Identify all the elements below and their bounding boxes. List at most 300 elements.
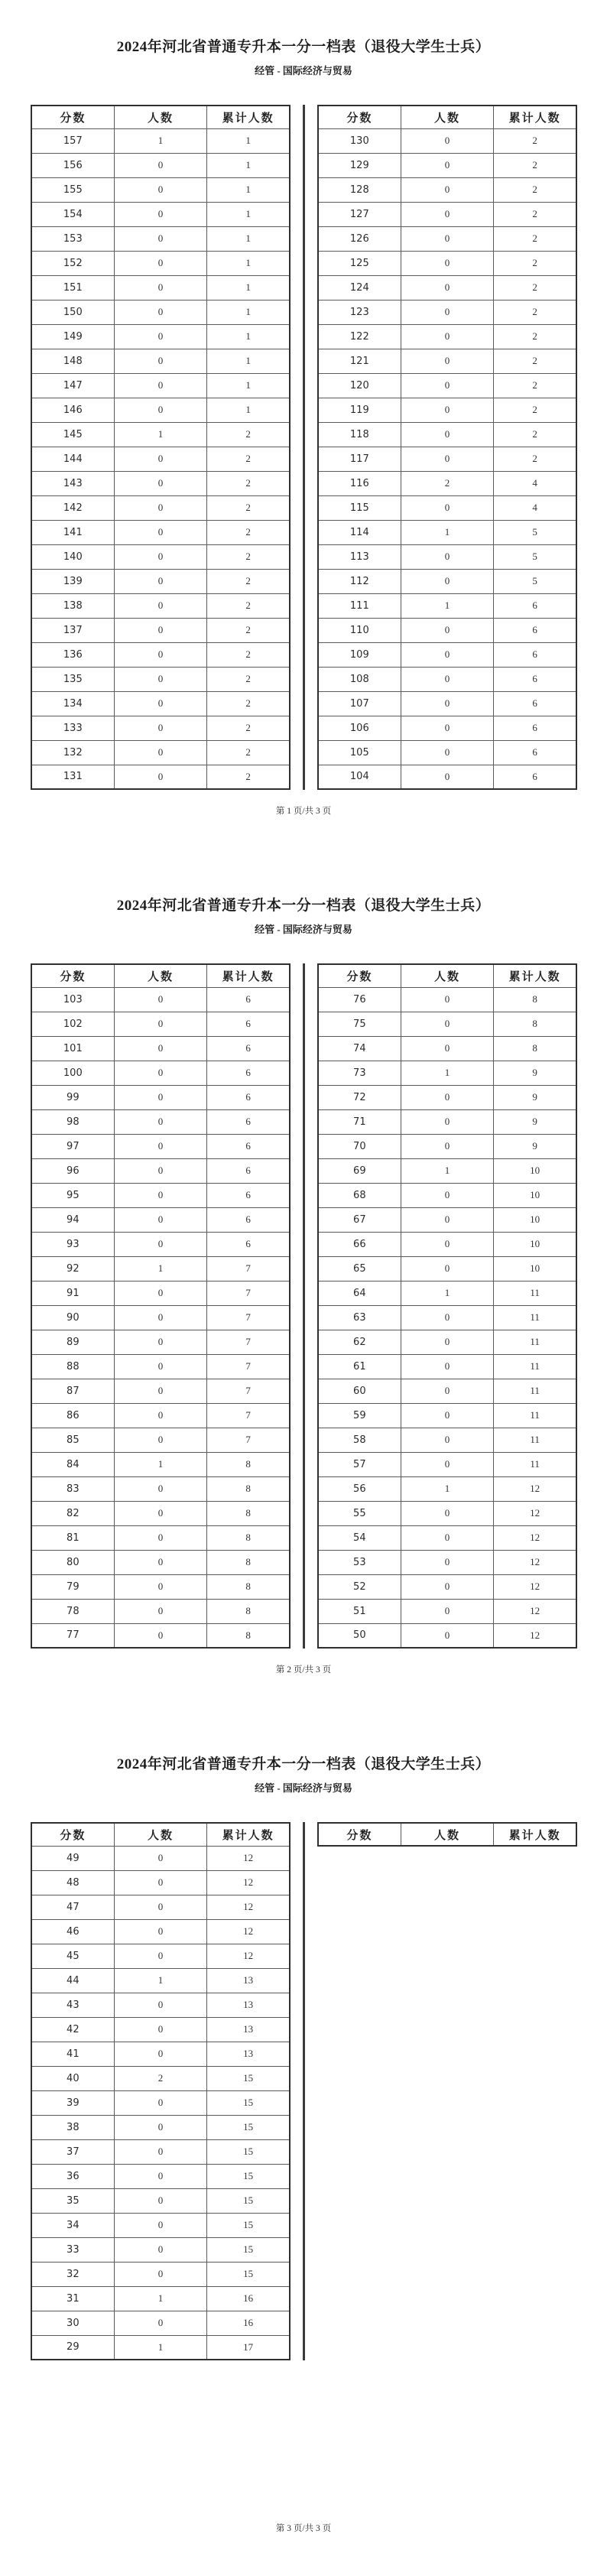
count-cell: 0 xyxy=(401,642,494,667)
count-cell: 0 xyxy=(114,226,207,251)
table-row xyxy=(318,1036,576,1061)
score-cell: 101 xyxy=(31,1036,114,1061)
count-cell: 0 xyxy=(401,569,494,593)
score-cell: 118 xyxy=(318,422,401,447)
score-cell: 42 xyxy=(31,2017,114,2042)
table-row xyxy=(318,1012,576,1036)
count-cell: 0 xyxy=(114,1012,207,1036)
score-cell: 97 xyxy=(31,1134,114,1158)
count-cell: 0 xyxy=(114,1036,207,1061)
count-cell: 0 xyxy=(401,1232,494,1256)
table-row xyxy=(318,1109,576,1134)
score-cell: 120 xyxy=(318,373,401,398)
cumulative-cell: 16 xyxy=(207,2286,290,2311)
score-cell: 88 xyxy=(31,1354,114,1379)
cumulative-cell: 2 xyxy=(494,300,576,324)
score-cell: 123 xyxy=(318,300,401,324)
table-row xyxy=(318,447,576,471)
count-cell: 0 xyxy=(114,2164,207,2188)
table-row xyxy=(31,1232,290,1256)
cumulative-cell: 6 xyxy=(494,618,576,642)
score-cell: 141 xyxy=(31,520,114,544)
score-cell: 66 xyxy=(318,1232,401,1256)
score-cell: 144 xyxy=(31,447,114,471)
score-cell: 126 xyxy=(318,226,401,251)
table-row xyxy=(31,1846,290,1870)
score-cell: 136 xyxy=(31,642,114,667)
score-cell: 41 xyxy=(31,2042,114,2066)
table-row xyxy=(31,2188,290,2213)
count-cell: 0 xyxy=(114,1944,207,1968)
score-cell: 94 xyxy=(31,1207,114,1232)
cumulative-cell: 6 xyxy=(207,1158,290,1183)
table-row xyxy=(318,1085,576,1109)
table-row xyxy=(31,1895,290,1919)
cumulative-cell: 1 xyxy=(207,373,290,398)
table-row xyxy=(31,1256,290,1281)
score-cell: 29 xyxy=(31,2335,114,2360)
cumulative-cell: 6 xyxy=(494,765,576,789)
count-cell: 0 xyxy=(401,1134,494,1158)
cumulative-cell: 7 xyxy=(207,1428,290,1452)
count-cell: 0 xyxy=(114,1501,207,1525)
count-cell: 0 xyxy=(401,1428,494,1452)
cumulative-cell: 13 xyxy=(207,2017,290,2042)
cumulative-cell: 2 xyxy=(207,520,290,544)
table-row xyxy=(31,2311,290,2335)
count-cell: 0 xyxy=(401,300,494,324)
table-row xyxy=(31,1919,290,1944)
cumulative-cell: 11 xyxy=(494,1330,576,1354)
cumulative-cell: 10 xyxy=(494,1232,576,1256)
count-cell: 0 xyxy=(401,691,494,716)
score-cell: 68 xyxy=(318,1183,401,1207)
cumulative-cell: 15 xyxy=(207,2188,290,2213)
score-cell: 100 xyxy=(31,1061,114,1085)
cumulative-cell: 9 xyxy=(494,1085,576,1109)
score-cell: 71 xyxy=(318,1109,401,1134)
page-title: 2024年河北省普通专升本一分一档表（退役大学生士兵） xyxy=(116,898,491,914)
count-cell: 0 xyxy=(114,1354,207,1379)
score-cell: 51 xyxy=(318,1599,401,1623)
score-cell: 59 xyxy=(318,1403,401,1428)
cumulative-cell: 2 xyxy=(494,422,576,447)
cumulative-cell: 2 xyxy=(207,642,290,667)
document-page-1 xyxy=(0,0,607,859)
count-cell: 0 xyxy=(114,2311,207,2335)
count-cell: 1 xyxy=(401,593,494,618)
table-divider xyxy=(303,1822,305,2360)
table-row xyxy=(31,471,290,495)
cumulative-cell: 15 xyxy=(207,2237,290,2262)
count-cell: 0 xyxy=(114,349,207,373)
cumulative-cell: 7 xyxy=(207,1403,290,1428)
count-column-header: 人数 xyxy=(401,1823,494,1846)
cumulative-cell: 6 xyxy=(494,667,576,691)
count-cell: 1 xyxy=(401,1476,494,1501)
table-row xyxy=(31,2042,290,2066)
cumulative-cell: 1 xyxy=(207,251,290,275)
cumulative-cell: 11 xyxy=(494,1403,576,1428)
count-cell: 0 xyxy=(114,667,207,691)
count-cell: 0 xyxy=(401,667,494,691)
score-cell: 56 xyxy=(318,1476,401,1501)
score-cell: 77 xyxy=(31,1623,114,1648)
count-cell: 0 xyxy=(401,422,494,447)
cumulative-cell: 11 xyxy=(494,1379,576,1403)
table-row xyxy=(31,1993,290,2017)
score-cell: 44 xyxy=(31,1968,114,1993)
score-cell: 35 xyxy=(31,2188,114,2213)
table-row xyxy=(318,544,576,569)
count-cell: 0 xyxy=(401,324,494,349)
cumulative-cell: 2 xyxy=(207,593,290,618)
score-cell: 37 xyxy=(31,2139,114,2164)
cumulative-cell: 10 xyxy=(494,1207,576,1232)
score-cell: 83 xyxy=(31,1476,114,1501)
table-row xyxy=(31,226,290,251)
table-row xyxy=(318,471,576,495)
score-cell: 137 xyxy=(31,618,114,642)
score-cell: 152 xyxy=(31,251,114,275)
cumulative-cell: 1 xyxy=(207,202,290,226)
count-cell: 0 xyxy=(114,593,207,618)
cumulative-cell: 2 xyxy=(207,691,290,716)
table-row xyxy=(31,2286,290,2311)
table-row xyxy=(31,1109,290,1134)
score-cell: 147 xyxy=(31,373,114,398)
cumulative-cell: 11 xyxy=(494,1428,576,1452)
table-row xyxy=(318,324,576,349)
cumulative-cell: 8 xyxy=(207,1501,290,1525)
table-row xyxy=(31,2164,290,2188)
score-cell: 148 xyxy=(31,349,114,373)
table-row xyxy=(31,1525,290,1550)
count-column-header: 人数 xyxy=(401,106,494,128)
count-cell: 0 xyxy=(114,2188,207,2213)
count-cell: 0 xyxy=(114,1232,207,1256)
cumulative-cell: 8 xyxy=(207,1476,290,1501)
score-cell: 33 xyxy=(31,2237,114,2262)
cumulative-cell: 6 xyxy=(207,1232,290,1256)
count-cell: 0 xyxy=(114,1525,207,1550)
score-cell: 90 xyxy=(31,1305,114,1330)
score-cell: 139 xyxy=(31,569,114,593)
table-row xyxy=(31,1944,290,1968)
cumulative-cell: 13 xyxy=(207,1968,290,1993)
cumulative-cell: 15 xyxy=(207,2262,290,2286)
score-cell: 114 xyxy=(318,520,401,544)
cumulative-cell: 2 xyxy=(207,765,290,789)
count-cell: 0 xyxy=(401,740,494,765)
score-cell: 115 xyxy=(318,495,401,520)
score-cell: 117 xyxy=(318,447,401,471)
table-row xyxy=(31,716,290,740)
count-cell: 0 xyxy=(401,1305,494,1330)
cumulative-cell: 15 xyxy=(207,2115,290,2139)
count-cell: 0 xyxy=(114,1428,207,1452)
table-row xyxy=(318,691,576,716)
score-cell: 34 xyxy=(31,2213,114,2237)
page-subtitle: 经管 - 国际经济与贸易 xyxy=(255,1782,352,1794)
cumulative-cell: 2 xyxy=(494,398,576,422)
cumulative-cell: 6 xyxy=(207,1183,290,1207)
score-cell: 92 xyxy=(31,1256,114,1281)
count-cell: 0 xyxy=(114,520,207,544)
cumulative-cell: 6 xyxy=(207,1036,290,1061)
count-cell: 0 xyxy=(114,1599,207,1623)
cumulative-cell: 6 xyxy=(494,740,576,765)
score-cell: 98 xyxy=(31,1109,114,1134)
score-cell: 60 xyxy=(318,1379,401,1403)
score-cell: 82 xyxy=(31,1501,114,1525)
cumulative-cell: 12 xyxy=(494,1574,576,1599)
score-cell: 157 xyxy=(31,128,114,153)
table-row xyxy=(31,398,290,422)
table-row xyxy=(318,740,576,765)
score-cell: 72 xyxy=(318,1085,401,1109)
count-cell: 0 xyxy=(401,1525,494,1550)
cumulative-cell: 6 xyxy=(494,716,576,740)
count-cell: 0 xyxy=(401,765,494,789)
score-cell: 39 xyxy=(31,2090,114,2115)
cumulative-cell: 8 xyxy=(207,1599,290,1623)
table-row xyxy=(318,1061,576,1085)
cumulative-column-header: 累计人数 xyxy=(494,106,576,128)
table-row xyxy=(318,987,576,1012)
score-cell: 106 xyxy=(318,716,401,740)
table-row xyxy=(31,2017,290,2042)
count-cell: 0 xyxy=(114,275,207,300)
score-cell: 113 xyxy=(318,544,401,569)
table-row xyxy=(318,398,576,422)
table-row xyxy=(318,495,576,520)
table-row xyxy=(31,1012,290,1036)
count-cell: 1 xyxy=(114,1256,207,1281)
count-cell: 0 xyxy=(114,1085,207,1109)
score-cell: 149 xyxy=(31,324,114,349)
score-cell: 146 xyxy=(31,398,114,422)
count-cell: 0 xyxy=(401,1550,494,1574)
count-cell: 0 xyxy=(114,1993,207,2017)
cumulative-cell: 11 xyxy=(494,1452,576,1476)
table-row xyxy=(31,1305,290,1330)
count-cell: 0 xyxy=(114,544,207,569)
score-cell: 43 xyxy=(31,1993,114,2017)
score-cell: 110 xyxy=(318,618,401,642)
count-cell: 0 xyxy=(114,1379,207,1403)
count-cell: 0 xyxy=(114,177,207,202)
table-row xyxy=(31,1574,290,1599)
count-cell: 0 xyxy=(114,2090,207,2115)
count-cell: 1 xyxy=(114,1968,207,1993)
table-row xyxy=(31,1061,290,1085)
table-row xyxy=(318,1207,576,1232)
score-cell: 122 xyxy=(318,324,401,349)
table-row xyxy=(318,593,576,618)
score-cell: 140 xyxy=(31,544,114,569)
score-cell: 38 xyxy=(31,2115,114,2139)
table-row xyxy=(318,1305,576,1330)
count-cell: 0 xyxy=(401,1256,494,1281)
count-cell: 0 xyxy=(114,1109,207,1134)
cumulative-cell: 10 xyxy=(494,1183,576,1207)
score-cell: 36 xyxy=(31,2164,114,2188)
table-row xyxy=(31,691,290,716)
count-cell: 0 xyxy=(401,128,494,153)
count-cell: 0 xyxy=(401,1109,494,1134)
score-cell: 129 xyxy=(318,153,401,177)
score-cell: 70 xyxy=(318,1134,401,1158)
table-row xyxy=(31,1403,290,1428)
table-row xyxy=(31,1158,290,1183)
cumulative-cell: 2 xyxy=(207,495,290,520)
count-cell: 0 xyxy=(401,226,494,251)
score-cell: 116 xyxy=(318,471,401,495)
count-cell: 0 xyxy=(401,495,494,520)
count-cell: 0 xyxy=(114,1281,207,1305)
count-cell: 0 xyxy=(114,2213,207,2237)
cumulative-cell: 4 xyxy=(494,471,576,495)
cumulative-cell: 12 xyxy=(207,1895,290,1919)
count-cell: 0 xyxy=(401,1501,494,1525)
count-cell: 0 xyxy=(401,349,494,373)
count-cell: 0 xyxy=(114,2115,207,2139)
cumulative-cell: 15 xyxy=(207,2164,290,2188)
cumulative-cell: 5 xyxy=(494,520,576,544)
table-row xyxy=(31,1870,290,1895)
count-cell: 0 xyxy=(401,1012,494,1036)
table-row xyxy=(31,251,290,275)
cumulative-cell: 15 xyxy=(207,2139,290,2164)
cumulative-cell: 1 xyxy=(207,153,290,177)
cumulative-cell: 6 xyxy=(494,593,576,618)
table-row xyxy=(318,1256,576,1281)
count-column-header: 人数 xyxy=(401,964,494,987)
score-cell: 105 xyxy=(318,740,401,765)
score-cell: 53 xyxy=(318,1550,401,1574)
count-cell: 0 xyxy=(114,1158,207,1183)
count-cell: 0 xyxy=(114,153,207,177)
count-cell: 0 xyxy=(401,544,494,569)
table-row xyxy=(31,765,290,789)
table-row xyxy=(31,128,290,153)
score-cell: 112 xyxy=(318,569,401,593)
count-cell: 2 xyxy=(114,2066,207,2090)
score-cell: 131 xyxy=(31,765,114,789)
cumulative-cell: 10 xyxy=(494,1256,576,1281)
count-cell: 0 xyxy=(114,1919,207,1944)
table-row xyxy=(31,618,290,642)
score-cell: 89 xyxy=(31,1330,114,1354)
count-cell: 0 xyxy=(401,987,494,1012)
count-cell: 0 xyxy=(401,251,494,275)
table-row xyxy=(31,2090,290,2115)
count-cell: 0 xyxy=(114,471,207,495)
count-cell: 0 xyxy=(114,251,207,275)
count-cell: 0 xyxy=(401,1354,494,1379)
score-cell: 78 xyxy=(31,1599,114,1623)
cumulative-cell: 12 xyxy=(494,1476,576,1501)
score-cell: 32 xyxy=(31,2262,114,2286)
table-row xyxy=(318,275,576,300)
count-cell: 0 xyxy=(401,618,494,642)
table-row xyxy=(318,422,576,447)
count-cell: 1 xyxy=(401,1281,494,1305)
cumulative-cell: 5 xyxy=(494,569,576,593)
count-cell: 1 xyxy=(401,520,494,544)
score-cell: 65 xyxy=(318,1256,401,1281)
table-row xyxy=(318,349,576,373)
table-row xyxy=(31,1207,290,1232)
cumulative-cell: 1 xyxy=(207,177,290,202)
table-row xyxy=(31,495,290,520)
table-row xyxy=(31,1036,290,1061)
score-cell: 135 xyxy=(31,667,114,691)
cumulative-cell: 2 xyxy=(207,667,290,691)
count-cell: 0 xyxy=(114,1895,207,1919)
table-row xyxy=(31,593,290,618)
table-header-row xyxy=(31,106,290,128)
score-column-header: 分数 xyxy=(31,106,114,128)
cumulative-cell: 7 xyxy=(207,1379,290,1403)
table-row xyxy=(31,2213,290,2237)
score-column-header: 分数 xyxy=(31,1823,114,1846)
cumulative-cell: 9 xyxy=(494,1061,576,1085)
cumulative-cell: 6 xyxy=(207,1207,290,1232)
table-row xyxy=(318,1501,576,1525)
cumulative-cell: 1 xyxy=(207,300,290,324)
score-cell: 48 xyxy=(31,1870,114,1895)
count-cell: 0 xyxy=(401,153,494,177)
score-cell: 130 xyxy=(318,128,401,153)
score-cell: 58 xyxy=(318,1428,401,1452)
count-cell: 0 xyxy=(114,1183,207,1207)
score-cell: 107 xyxy=(318,691,401,716)
table-row xyxy=(318,1623,576,1648)
score-cell: 69 xyxy=(318,1158,401,1183)
count-cell: 0 xyxy=(114,618,207,642)
table-row xyxy=(318,1403,576,1428)
table-row xyxy=(31,349,290,373)
cumulative-cell: 12 xyxy=(494,1525,576,1550)
score-cell: 143 xyxy=(31,471,114,495)
score-cell: 87 xyxy=(31,1379,114,1403)
cumulative-cell: 6 xyxy=(207,1061,290,1085)
table-row xyxy=(31,1379,290,1403)
count-cell: 0 xyxy=(401,716,494,740)
table-row xyxy=(31,1623,290,1648)
count-cell: 0 xyxy=(114,300,207,324)
page-footer: 第 1 页/共 3 页 xyxy=(275,807,332,816)
table-header-row xyxy=(318,964,576,987)
cumulative-cell: 2 xyxy=(207,569,290,593)
table-row xyxy=(318,1281,576,1305)
count-column-header: 人数 xyxy=(114,106,207,128)
cumulative-cell: 4 xyxy=(494,495,576,520)
count-cell: 2 xyxy=(401,471,494,495)
cumulative-cell: 8 xyxy=(494,1012,576,1036)
score-cell: 52 xyxy=(318,1574,401,1599)
count-cell: 0 xyxy=(401,1599,494,1623)
count-cell: 1 xyxy=(114,2286,207,2311)
count-cell: 0 xyxy=(114,1846,207,1870)
cumulative-cell: 8 xyxy=(207,1525,290,1550)
count-cell: 0 xyxy=(114,642,207,667)
table-row xyxy=(31,544,290,569)
score-cell: 61 xyxy=(318,1354,401,1379)
count-cell: 0 xyxy=(401,1379,494,1403)
